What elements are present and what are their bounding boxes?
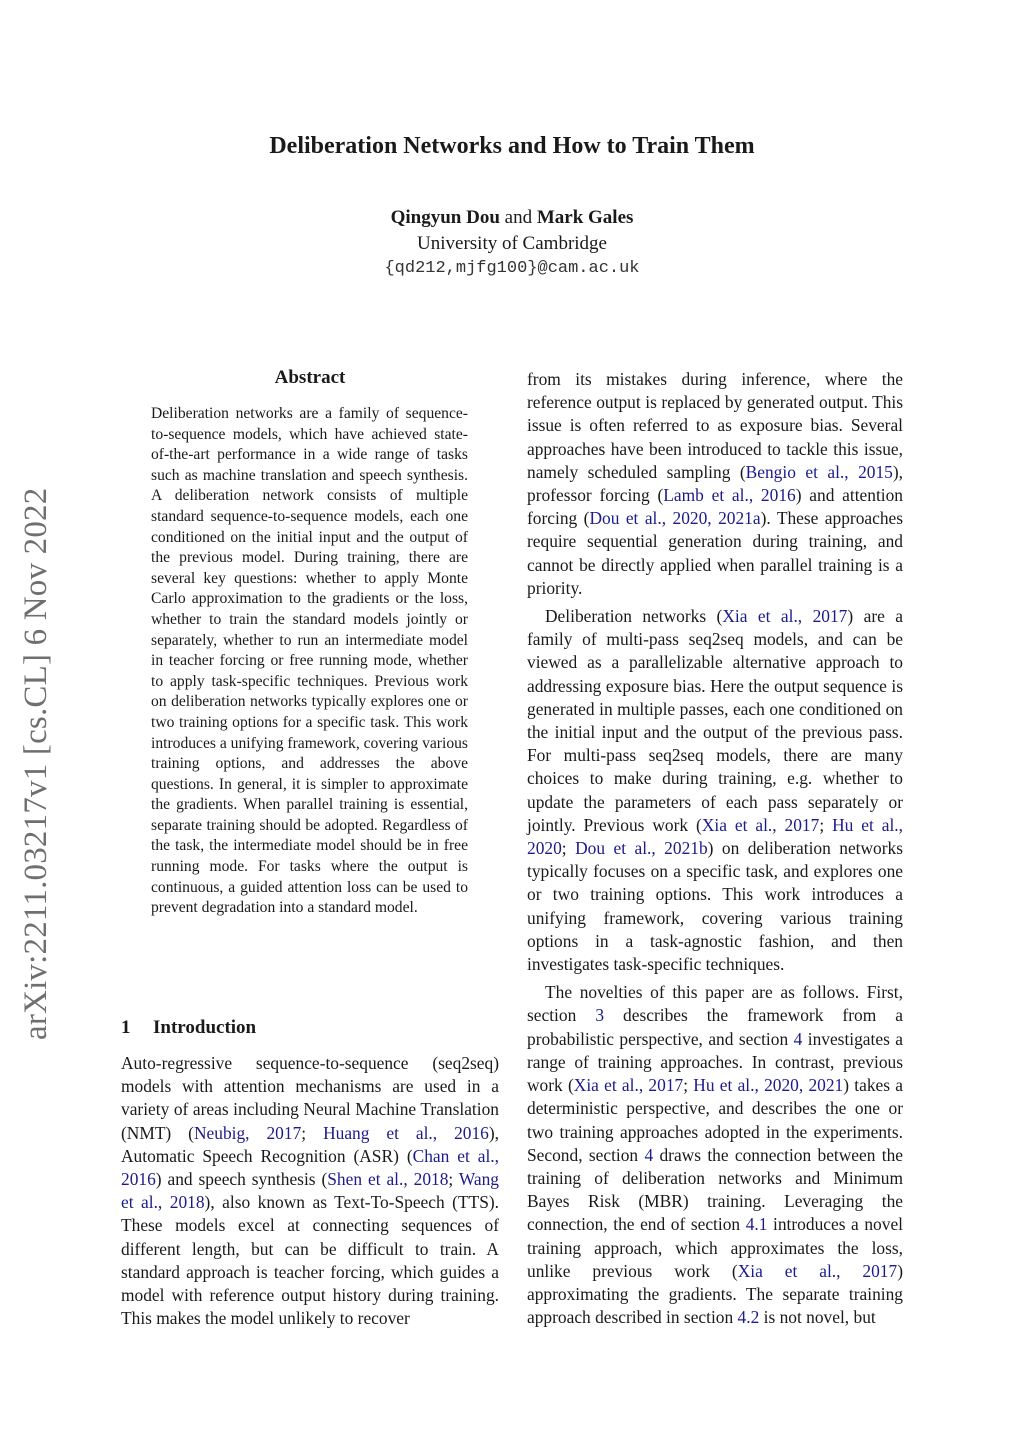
citation-link[interactable]: Xia et al., 2017 <box>722 606 848 627</box>
text-run: investigates a range of training approaches. In contrast, previous work ( <box>527 1028 903 1096</box>
left-column <box>121 1052 499 1335</box>
section-number: 1 <box>121 1017 131 1038</box>
text-run: The novelties of this paper are as follows. First, section <box>527 982 903 1026</box>
text-run: ; <box>448 1169 459 1190</box>
author-email[interactable]: {qd212,mjfg100}@cam.ac.uk <box>384 259 640 278</box>
affiliation: University of Cambridge <box>417 233 607 254</box>
author-first: Qingyun Dou <box>390 207 500 228</box>
section-ref-link[interactable]: 4.1 <box>745 1214 768 1235</box>
intro-paragraph-3 <box>527 605 903 976</box>
text-run: describes the framework from a probabilistic perspective, and section <box>527 1005 903 1049</box>
text-run: ) and speech synthesis ( <box>155 1169 328 1190</box>
text-run: ). These approaches require sequential generation during training, and cannot be directly applied when parallel training is a priority. <box>527 508 904 598</box>
abstract-heading: Abstract <box>274 367 346 388</box>
citation-link[interactable]: Xia et al., 2017 <box>573 1075 684 1096</box>
intro-paragraph-1 <box>121 1052 499 1330</box>
text-run: ), Automatic Speech Recognition (ASR) ( <box>121 1122 499 1166</box>
text-run: ) are a family of multi-pass seq2seq models, and can be viewed as a parallelizable alternative approach to addressing exposure bias. Here the output sequence is generated in multiple passes, each one conditioned on the initial input and the output of the previous pass. For multi-pass seq2seq models, there are many choices to make during training, e.g. whether to update the parameters of each pass separately or jointly. Previous work ( <box>527 606 903 835</box>
text-run: ) and attention forcing ( <box>527 485 904 529</box>
abstract-text: Deliberation networks are a family of sequence-to-sequence models, which have achieved state-of-the-art performance in a wide range of tasks such as machine translation and speech synthesis. A deliberation network consists of multiple standard sequence-to-sequence models, each one conditioned on the initial input and the output of the previous model. During training, there are several key questions: whether to apply Monte Carlo approximation to the gradients or the loss, whether to train the standard models jointly or separately, whether to run an intermediate model in teacher forcing or free running mode, whether to apply task-specific techniques. Previous work on deliberation networks typically explores one or two training options for a specific task. This work introduces a unifying framework, covering various training options, and addresses the above questions. In general, it is simpler to approximate the gradients. When parallel training is essential, separate training should be adopted. Regardless of the task, the intermediate model should be in free running mode. For tasks where the output is continuous, a guided attention loss can be used to prevent degradation into a standard model. <box>151 405 468 917</box>
intro-paragraph-2 <box>527 368 903 600</box>
citation-link[interactable]: Hu et al., 2020 <box>527 814 903 859</box>
right-column <box>527 368 903 1334</box>
text-run: from its mistakes during inference, where the reference output is replaced by generated output. This issue is often referred to as exposure bias. Several approaches have been introduced to tackle this issue, namely scheduled sampling ( <box>527 369 903 482</box>
arxiv-side-stamp: arXiv:2211.03217v1 [cs.CL] 6 Nov 2022 <box>18 487 54 1040</box>
paper-title: Deliberation Networks and How to Train Them <box>269 133 755 159</box>
citation-link[interactable]: Xia et al., 2017 <box>737 1260 898 1281</box>
author-second: Mark Gales <box>536 207 634 228</box>
text-run: ) approximating the gradients. The separate training approach described in section <box>527 1260 903 1328</box>
citation-link[interactable]: Wang et al., 2018 <box>121 1169 499 1213</box>
section-title: Introduction <box>153 1017 257 1038</box>
section-ref-link[interactable]: 4 <box>644 1144 654 1165</box>
author-joiner: and <box>504 207 533 228</box>
section-ref-link[interactable]: 3 <box>595 1005 605 1026</box>
section-ref-link[interactable]: 4 <box>793 1028 803 1049</box>
citation-link[interactable]: Hu et al., 2020, 2021 <box>693 1075 844 1096</box>
text-run: ) takes a deterministic perspective, and describes the one or two training approaches adopted in the experiments. Second, section <box>527 1075 903 1165</box>
text-run: ; <box>819 814 833 835</box>
citation-link[interactable]: Huang et al., 2016 <box>323 1122 489 1143</box>
author-line <box>0 206 1024 230</box>
section-heading-introduction <box>121 1016 501 1040</box>
intro-paragraph-4 <box>527 981 903 1329</box>
text-run: Deliberation networks ( <box>545 606 723 627</box>
text-run: ; <box>683 1075 694 1096</box>
text-run: draws the connection between the training of deliberation networks and Minimum Bayes Risk (MBR) training. Leveraging the connection, the end of section <box>527 1144 904 1235</box>
citation-link[interactable]: Xia et al., 2017 <box>701 814 820 835</box>
citation-link[interactable]: Bengio et al., 2015 <box>745 461 893 482</box>
text-run: ) on deliberation networks typically focuses on a specific task, and explores one or two training options. This work introduces a unifying framework, covering various training options in a task-agnostic fashion, and then investigates task-specific techniques. <box>527 838 903 975</box>
citation-link[interactable]: Dou et al., 2020, 2021a <box>589 508 761 529</box>
text-run: ; <box>561 838 576 859</box>
citation-link[interactable]: Chan et al., 2016 <box>121 1145 499 1190</box>
citation-link[interactable]: Neubig, 2017 <box>193 1122 302 1143</box>
text-run: is not novel, but <box>759 1307 876 1328</box>
section-ref-link[interactable]: 4.2 <box>737 1307 760 1328</box>
text-run: ), also known as Text-To-Speech (TTS). These models excel at connecting sequences of different length, but can be difficult to train. A standard approach is teacher forcing, which guides a model with reference output history during training. This makes the model unlikely to recover <box>121 1192 500 1329</box>
citation-link[interactable]: Shen et al., 2018 <box>327 1169 449 1190</box>
citation-link[interactable]: Dou et al., 2021b <box>575 838 708 859</box>
text-run: Auto-regressive sequence-to-sequence (seq2seq) models with attention mechanisms are used in a variety of areas including Neural Machine Translation (NMT) ( <box>121 1053 499 1143</box>
citation-link[interactable]: Lamb et al., 2016 <box>663 485 796 506</box>
text-run: ; <box>301 1122 324 1143</box>
text-run: introduces a novel training approach, which approximates the loss, unlike previous work ( <box>527 1214 903 1281</box>
text-run: ), professor forcing ( <box>527 461 904 506</box>
